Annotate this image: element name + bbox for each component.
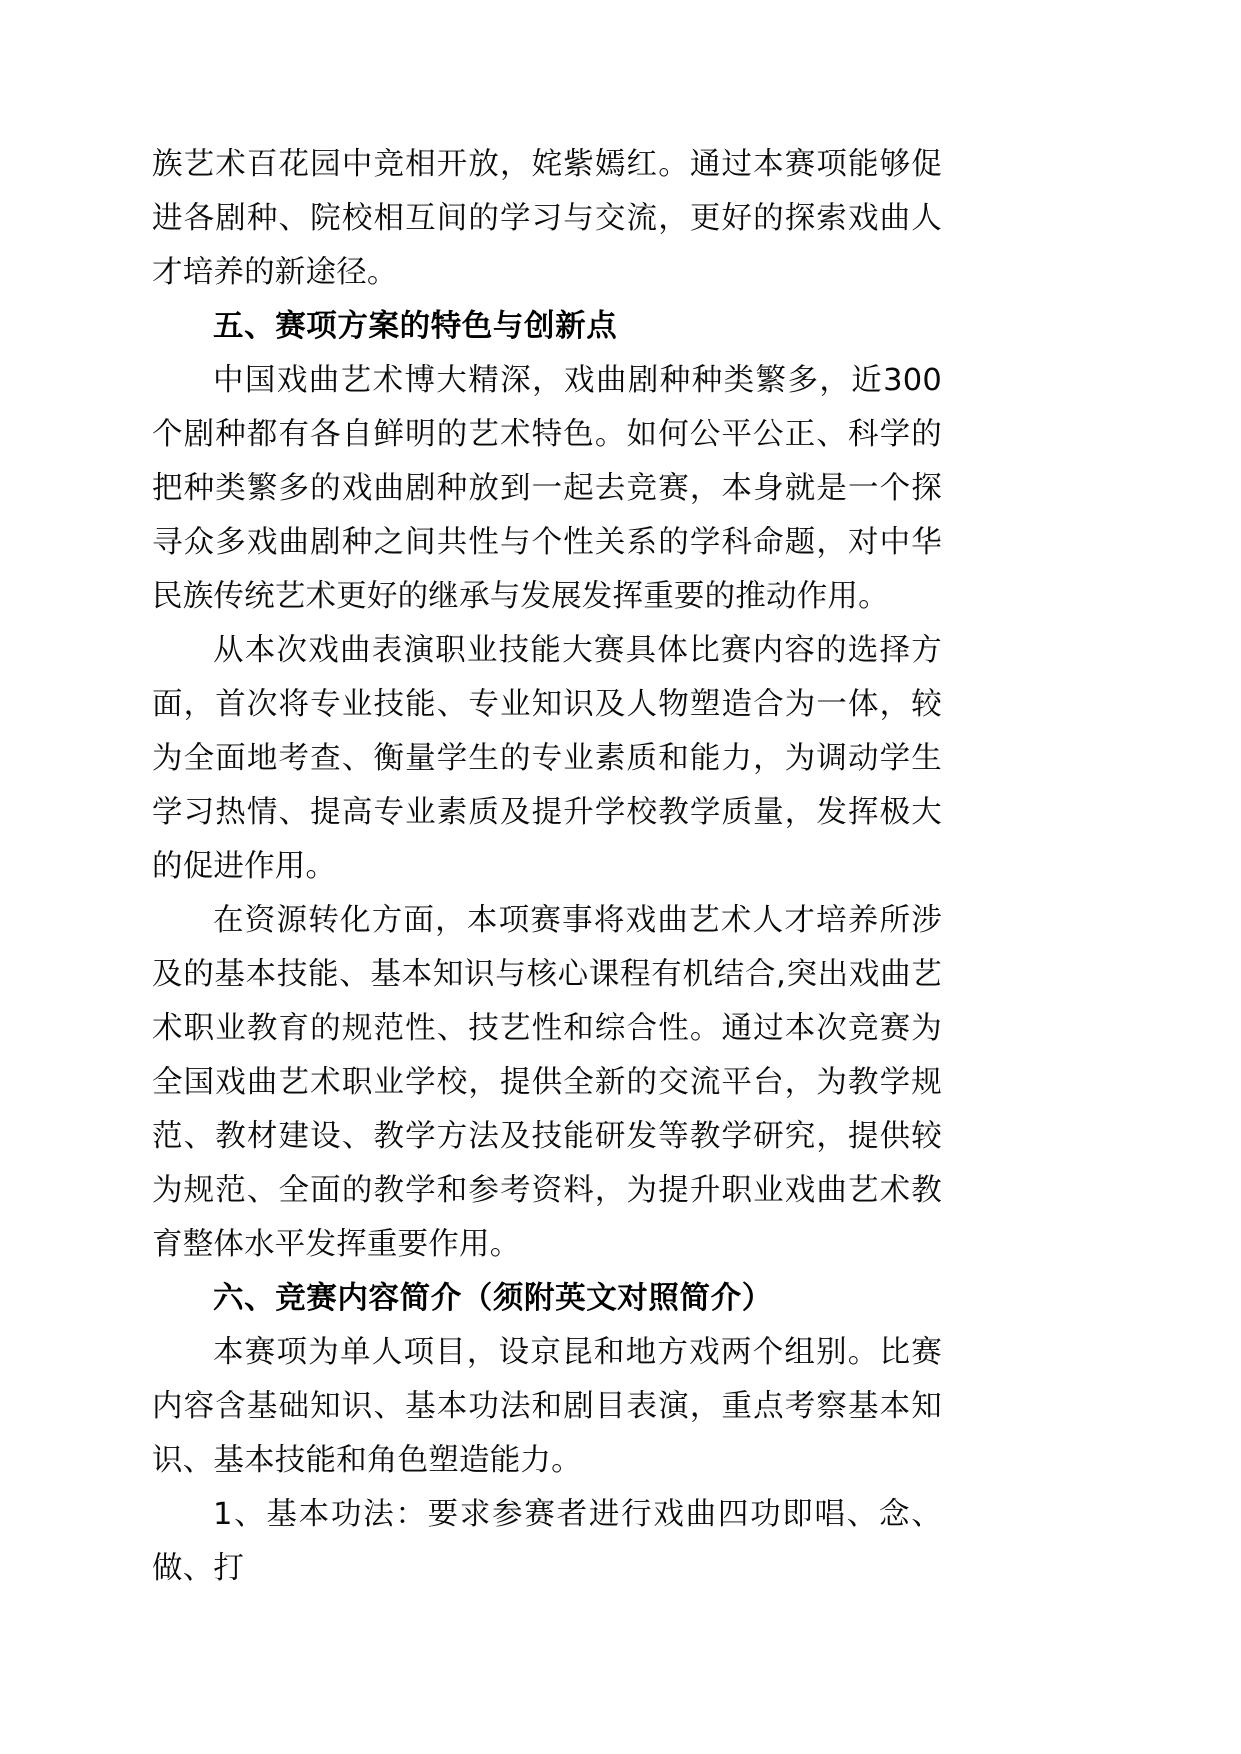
- paragraph-five-1: 中国戏曲艺术博大精深，戏曲剧种种类繁多，近300个剧种都有各自鲜明的艺术特色。如何公平公正、科学的把种类繁多的戏曲剧种放到一起去竞赛，本身就是一个探寻众多戏曲剧种之间共性与个性关系的学科命题，对中华民族传统艺术更好的继承与发展发挥重要的推动作用。: [152, 363, 942, 614]
- paragraph-six-1: 本赛项为单人项目，设京昆和地方戏两个组别。比赛内容含基础知识、基本功法和剧目表演，重点考察基本知识、基本技能和角色塑造能力。: [152, 1335, 942, 1478]
- paragraph-continued-intro: 族艺术百花园中竞相开放，姹紫嫣红。通过本赛项能够促进各剧种、院校相互间的学习与交流，更好的探索戏曲人才培养的新途径。: [152, 147, 942, 290]
- paragraph-six-item-1: 1、基本功法：要求参赛者进行戏曲四功即唱、念、做、打: [152, 1497, 942, 1586]
- page-text-column: [152, 138, 942, 1596]
- paragraph-five-2: 从本次戏曲表演职业技能大赛具体比赛内容的选择方面，首次将专业技能、专业知识及人物塑造合为一体，较为全面地考查、衡量学生的专业素质和能力，为调动学生学习热情、提高专业素质及提升学校教学质量，发挥极大的促进作用。: [152, 633, 942, 884]
- heading-section-six: 六、竞赛内容简介（须附英文对照简介）: [213, 1281, 773, 1316]
- heading-section-five: 五、赛项方案的特色与创新点: [213, 309, 618, 344]
- paragraph-five-3: 在资源转化方面，本项赛事将戏曲艺术人才培养所涉及的基本技能、基本知识与核心课程有机结合,突出戏曲艺术职业教育的规范性、技艺性和综合性。通过本次竞赛为全国戏曲艺术职业学校，提供全新的交流平台，为教学规范、教材建设、教学方法及技能研发等教学研究，提供较为规范、全面的教学和参考资料，为提升职业戏曲艺术教育整体水平发挥重要作用。: [152, 903, 942, 1262]
